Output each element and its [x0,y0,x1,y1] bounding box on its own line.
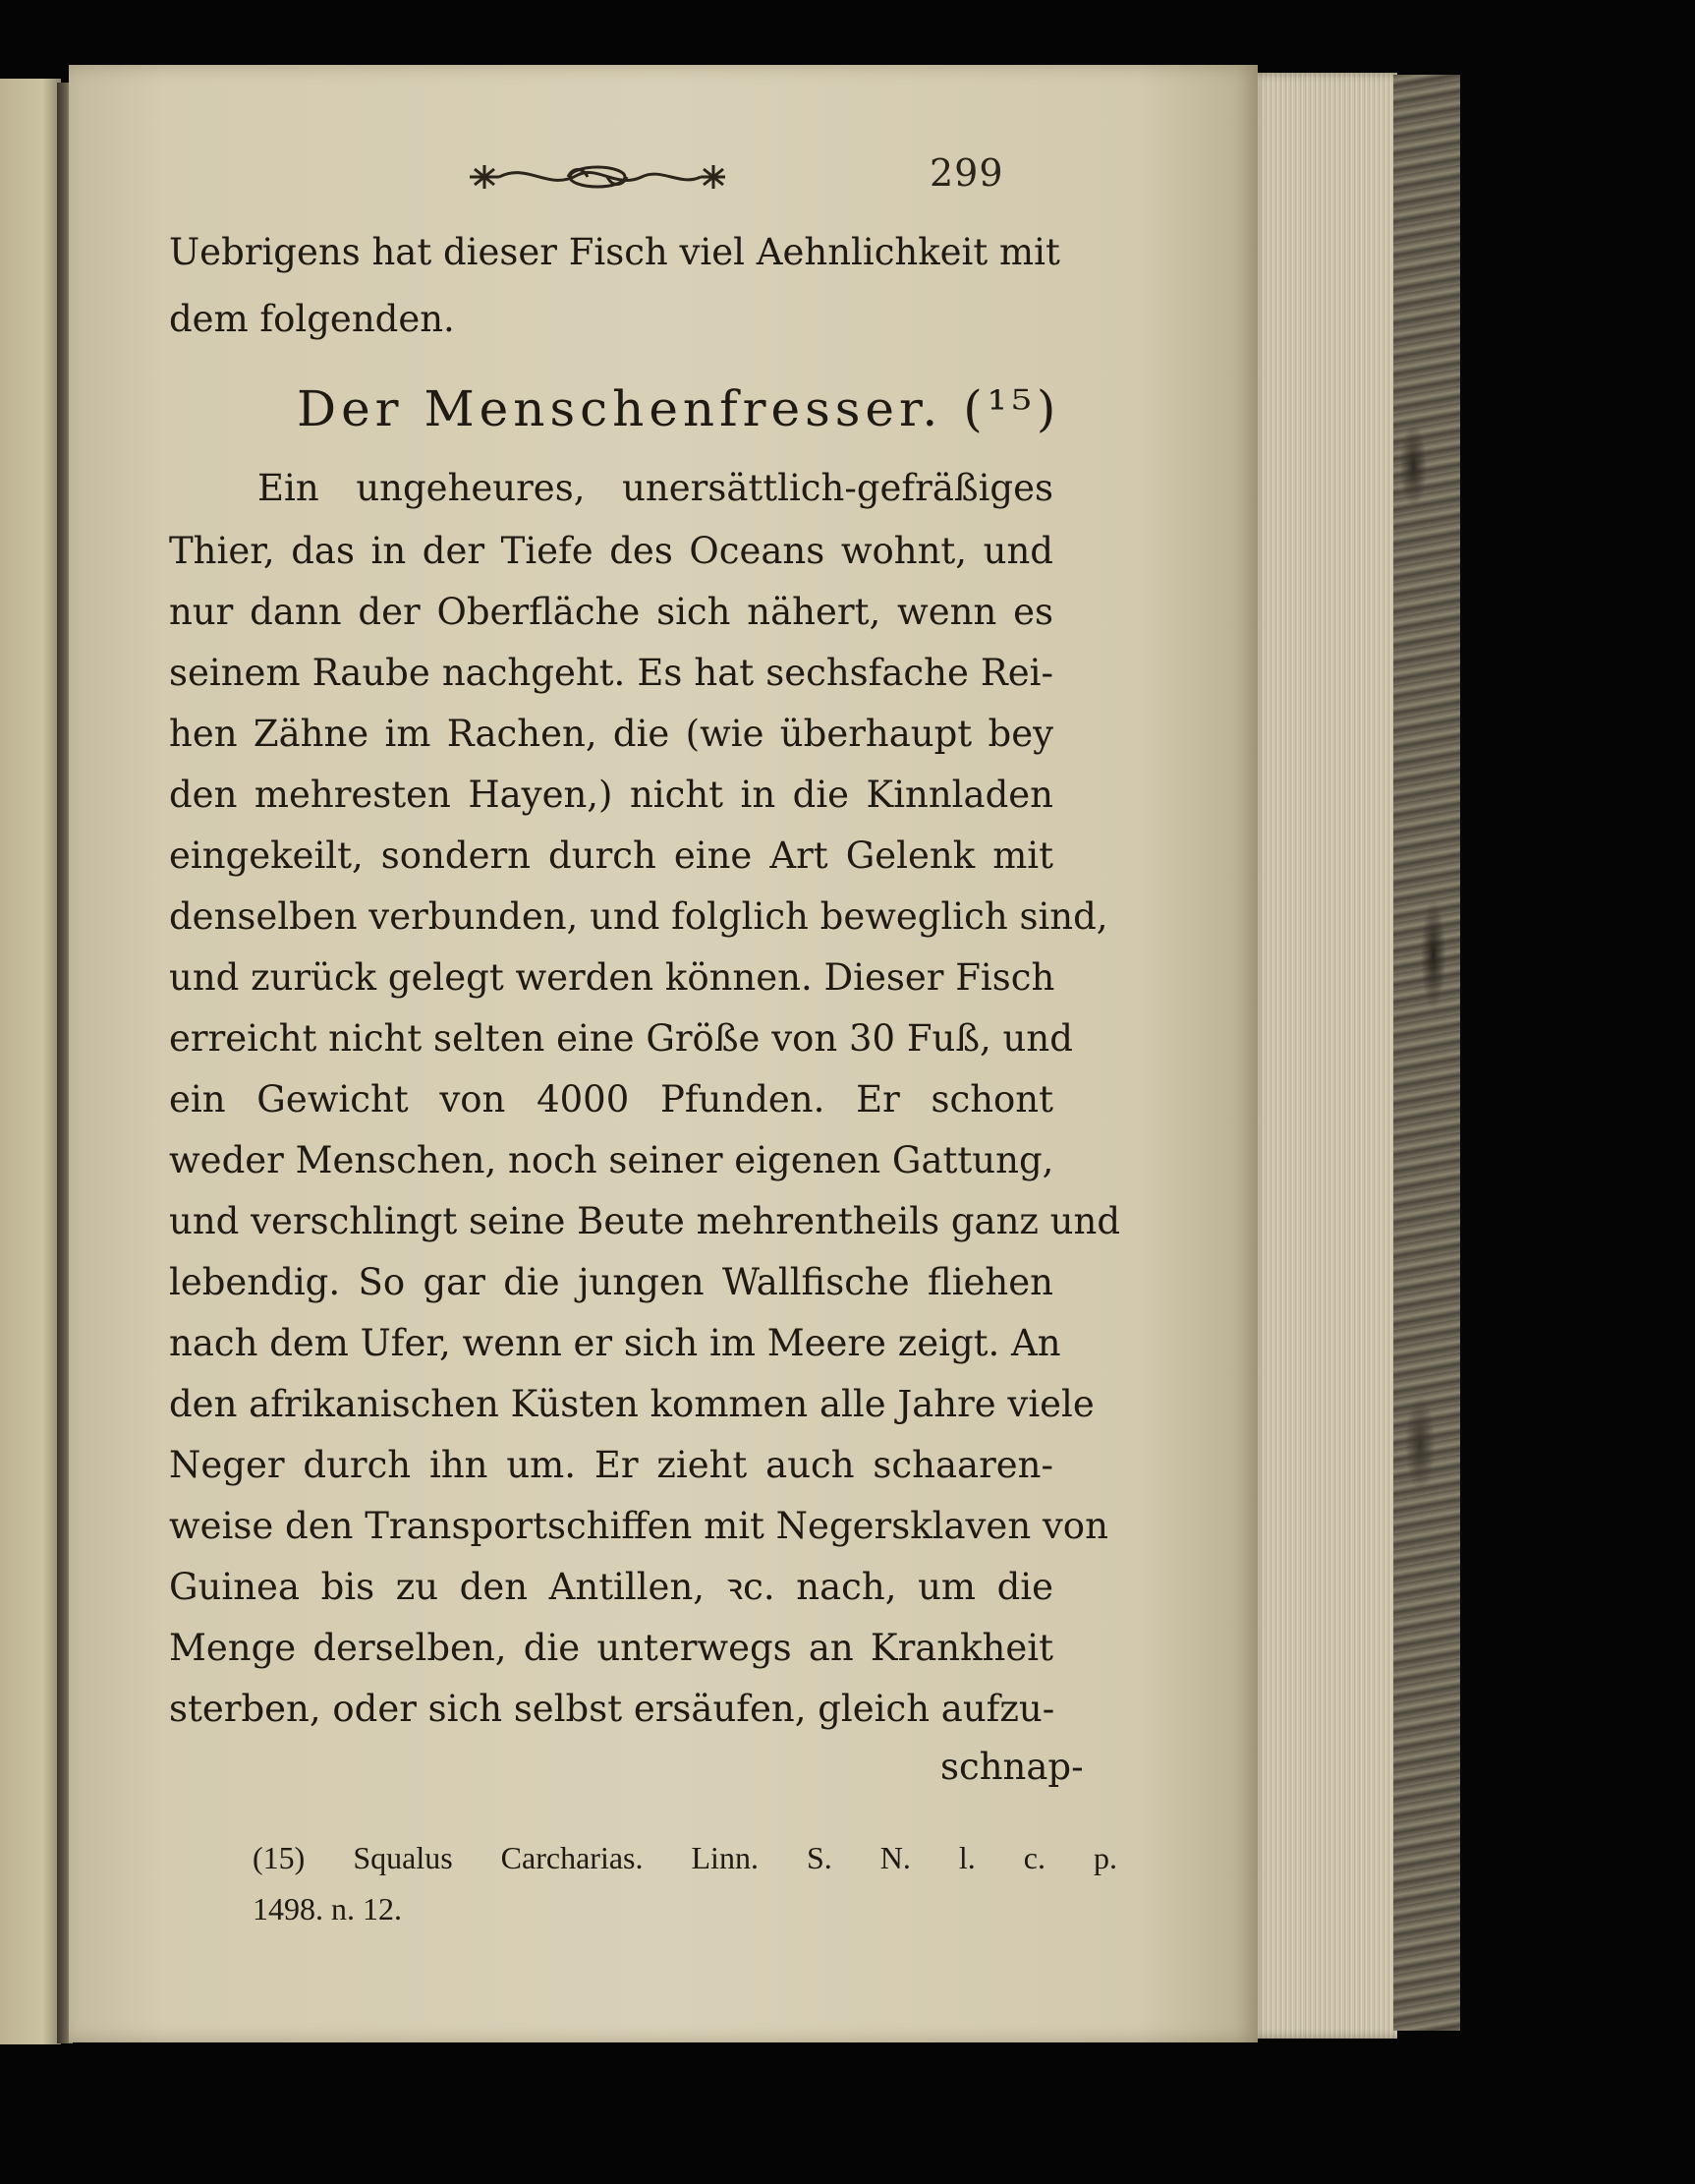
text-line: Thier, das in der Tiefe des Oceans wohnt, und [169,530,1053,572]
text-line: und verschlingt seine Beute mehrentheils ganz und [169,1200,1120,1242]
page-block-edges [1250,73,1397,2039]
text-line: hen Zähne im Rachen, die (wie überhaupt bey [169,713,1053,755]
text-line: eingekeilt, sondern durch eine Art Gelenk mit [169,834,1053,877]
footnote-line: 1498. n. 12. [253,1891,402,1926]
text-line: weder Menschen, noch seiner eigenen Gattung, [169,1139,1054,1181]
text-line: weise den Transportschiffen mit Negersklaven von [169,1505,1108,1547]
text-line: Uebrigens hat dieser Fisch viel Aehnlichkeit mit [169,231,1060,273]
text-line: nur dann der Oberfläche sich nähert, wenn es [169,591,1053,633]
text-line: dem folgenden. [169,298,455,340]
marbled-cover-edge [1393,75,1460,2031]
page-number: 299 [930,151,1004,195]
text-line: seinem Raube nachgeht. Es hat sechsfache Rei- [169,652,1053,694]
text-line: Menge derselben, die unterwegs an Krankheit [169,1627,1053,1669]
text-line: ein Gewicht von 4000 Pfunden. Er schont [169,1078,1053,1121]
text-line: und zurück gelegt werden können. Dieser Fisch [169,956,1055,999]
text-line: denselben verbunden, und folglich beweglich sind, [169,895,1108,938]
text-line: den afrikanischen Küsten kommen alle Jahre viele [169,1383,1095,1425]
text-line: Guinea bis zu den Antillen, ꝛc. nach, um die [169,1566,1053,1608]
text-line: den mehresten Hayen,) nicht in die Kinnladen [169,774,1053,816]
facing-page-edge [0,79,61,2044]
text-line: Neger durch ihn um. Er zieht auch schaaren- [169,1444,1053,1486]
section-heading: Der Menschenfresser. (¹⁵) [297,380,1061,437]
headpiece-ornament-icon [460,157,735,197]
text-line: sterben, oder sich selbst ersäufen, gleich aufzu- [169,1688,1055,1730]
text-line: nach dem Ufer, wenn er sich im Meere zeigt. An [169,1322,1061,1364]
text-line: Ein ungeheures, unersättlich-gefräßiges [257,467,1053,509]
footnote-line: (15) Squalus Carcharias. Linn. S. N. l. c. p. [253,1840,1117,1875]
text-line: erreicht nicht selten eine Größe von 30 Fuß, und [169,1017,1073,1060]
catchword: schnap- [940,1746,1084,1788]
text-line: lebendig. So gar die jungen Wallfische fliehen [169,1261,1053,1303]
